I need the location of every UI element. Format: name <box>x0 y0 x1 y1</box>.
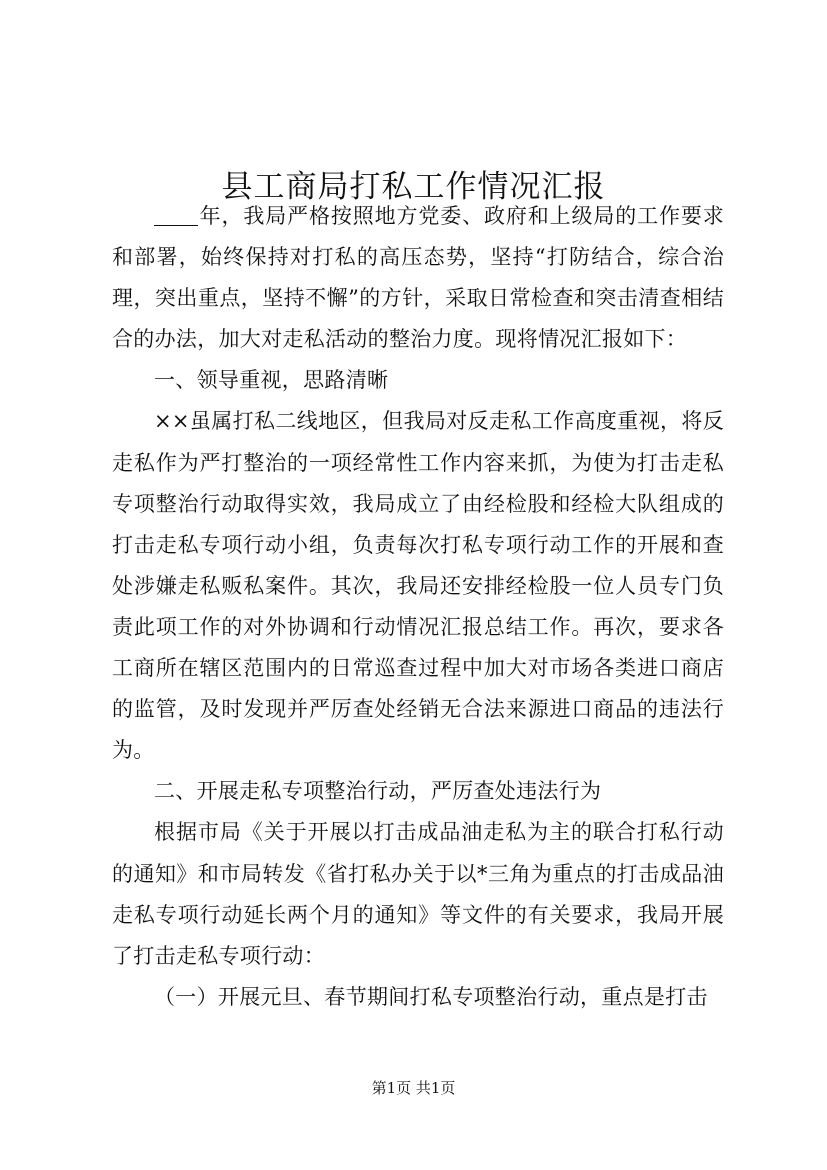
document-title: 县工商局打私工作情况汇报 <box>221 168 606 205</box>
section-2-paragraph: 根据市局《关于开展以打击成品油走私为主的联合打私行动的通知》和市局转发《省打私办关于以*三角为重点的打击成品油走私专项行动延长两个月的通知》等文件的有关要求，我局开展了打击走私专项行动： <box>112 820 724 968</box>
subsection-1-start: （一）开展元旦、春节期间打私专项整治行动，重点是打击 <box>154 984 708 1009</box>
section-1-heading: 一、领导重视，思路清晰 <box>154 368 389 393</box>
page-footer: 第1页 共1页 <box>371 1079 456 1097</box>
section-2-heading: 二、开展走私专项整治行动，严厉查处违法行为 <box>154 779 602 804</box>
intro-text: 年，我局严格按照地方党委、政府和上级局的工作要求和部署，始终保持对打私的高压态势，坚持“打防结合，综合治理，突出重点，坚持不懈”的方针，采取日常检查和突击清查相结合的办法，加大对走私活动的整治力度。现将情况汇报如下： <box>112 204 724 352</box>
section-1-paragraph: ××虽属打私二线地区，但我局对反走私工作高度重视，将反走私作为严打整治的一项经常性工作内容来抓，为使为打击走私专项整治行动取得实效，我局成立了由经检股和经检大队组成的打击走私专项行动小组，负责每次打私专项行动工作的开展和查处涉嫌走私贩私案件。其次，我局还安排经检股一位人员专门负责此项工作的对外协调和行动情况汇报总结工作。再次，要求各工商所在辖区范围内的日常巡查过程中加大对市场各类进口商店的监管，及时发现并严厉查处经销无合法来源进口商品的违法行为。 <box>112 409 724 763</box>
document-body <box>112 196 724 1018</box>
intro-paragraph <box>112 196 724 360</box>
date-blank-line <box>154 204 198 226</box>
